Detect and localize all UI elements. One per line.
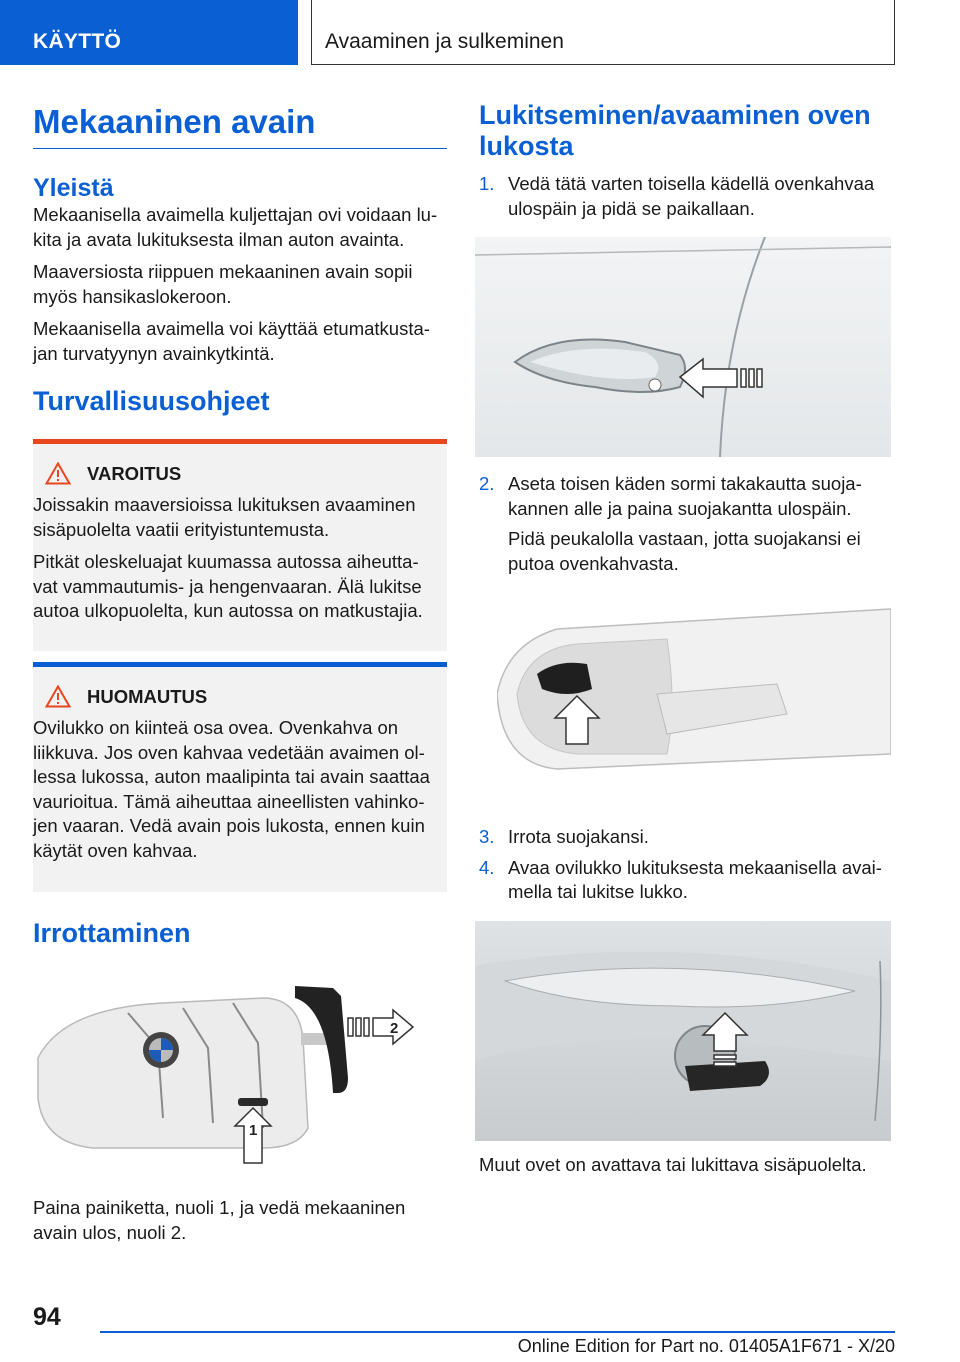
page-title: Mekaaninen avain	[33, 100, 447, 149]
right-column	[479, 100, 891, 227]
general-paragraph-3: Mekaanisella avaimella voi käyttää etumatkusta-jan turvatyynyn avainkytkintä.	[33, 318, 430, 364]
arrow-1-label: 1	[249, 1122, 258, 1139]
step-2	[479, 472, 891, 521]
closing-text: Muut ovet on avattava tai lukittava sisäpuolelta.	[479, 1154, 867, 1175]
section-tab: KÄYTTÖ	[0, 0, 298, 65]
warning-label: VAROITUS	[87, 462, 182, 484]
step-4-text: Avaa ovilukko lukituksesta mekaanisella avai-mella tai lukitse lukko.	[508, 856, 882, 902]
door-handle-illustration-2	[497, 604, 891, 774]
step-4-number: 4.	[479, 856, 495, 878]
caution-triangle-icon	[45, 685, 71, 708]
door-handle-illustration-1	[475, 237, 891, 457]
general-paragraph-2: Maaversiosta riippuen mekaaninen avain sopii myös hansikaslokeroon.	[33, 261, 413, 307]
step-2-block	[479, 472, 891, 584]
step-1	[479, 172, 891, 221]
step-3-text: Irrota suojakansi.	[508, 826, 649, 847]
step-1-number: 1.	[479, 173, 495, 194]
arrow-2-label: 2	[390, 1020, 399, 1037]
caution-label: HUOMAUTUS	[87, 685, 208, 707]
step-3-number: 3.	[479, 826, 495, 847]
left-column	[33, 100, 447, 417]
caution-paragraph: Ovilukko on kiinteä osa ovea. Ovenkahva on liikkuva. Jos oven kahvaa vedetään avaimen ol-lessa lukossa, auton maalipinta tai avain saattaa vaurioitua. Tämä aiheuttaa aineellisten vahinko-jen vaaran. Vedä avain pois lukosta, ennen kuin käytät oven kahvaa.	[33, 717, 430, 861]
footer-rule	[100, 1331, 895, 1333]
warning-notice	[33, 439, 447, 651]
locking-heading: Lukitseminen/avaaminen oven lukosta	[479, 100, 871, 161]
general-paragraph-1: Mekaanisella avaimella kuljettajan ovi voidaan lu-kita ja avata lukituksesta ilman auton avainta.	[33, 204, 438, 250]
door-handle-illustration-3	[475, 921, 891, 1141]
general-heading: Yleistä	[33, 174, 114, 202]
chapter-title: Avaaminen ja sulkeminen	[311, 0, 895, 65]
safety-heading: Turvallisuusohjeet	[33, 386, 270, 416]
step-2-subtext: Pidä peukalolla vastaan, jotta suojakansi ei putoa ovenkahvasta.	[508, 528, 861, 574]
step-2-text: Aseta toisen käden sormi takakautta suoja-kannen alle ja paina suojakantta ulospäin.	[508, 473, 862, 519]
key-illustration	[33, 978, 447, 1168]
removal-text: Paina painiketta, nuoli 1, ja vedä mekaaninen avain ulos, nuoli 2.	[33, 1197, 406, 1243]
step-4	[479, 856, 891, 905]
warning-paragraph-2: Pitkät oleskeluajat kuumassa autossa aiheutta-vat vammautumis- ja hengenvaaran. Älä lukitse autoa ulkopuolelta, kun autossa on matkustajia.	[33, 551, 423, 621]
removal-heading: Irrottaminen	[33, 918, 191, 948]
step-3	[479, 825, 891, 850]
page-number: 94	[33, 1303, 61, 1331]
warning-paragraph-1: Joissakin maaversioissa lukituksen avaaminen sisäpuolelta vaatii erityistuntemusta.	[33, 494, 416, 540]
steps-3-4	[479, 825, 891, 911]
caution-notice	[33, 662, 447, 892]
warning-triangle-icon	[45, 462, 71, 485]
edition-text: Online Edition for Part no. 01405A1F671 - X/20	[517, 1336, 895, 1356]
step-2-number: 2.	[479, 473, 495, 494]
step-1-text: Vedä tätä varten toisella kädellä ovenkahvaa ulospäin ja pidä se paikallaan.	[508, 173, 875, 219]
